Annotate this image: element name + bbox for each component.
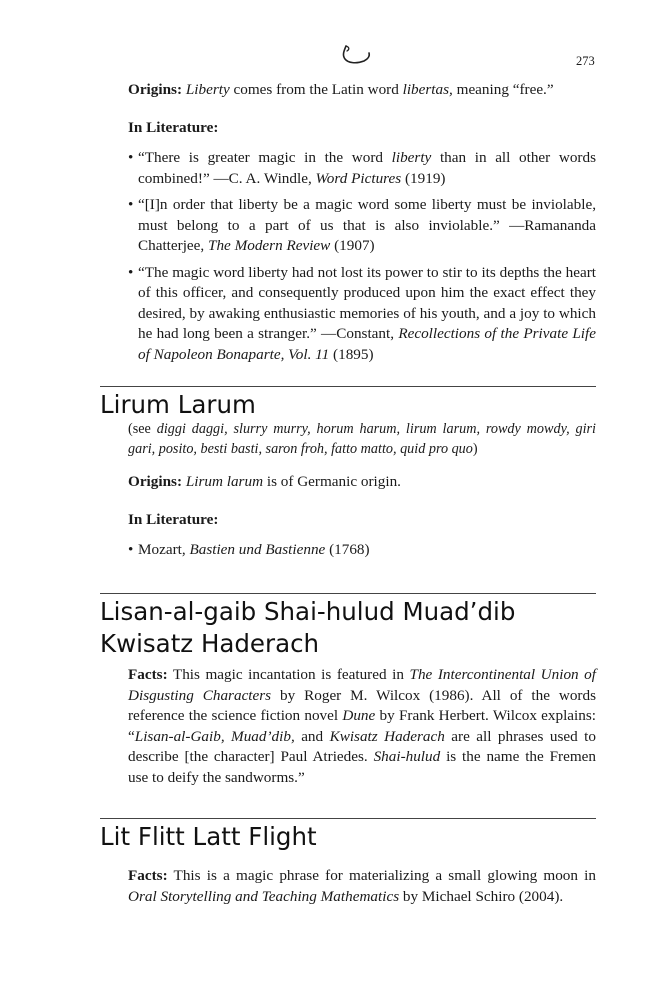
entry-title-lisan-al-gaib <box>100 596 600 660</box>
swash-ornament-icon <box>328 42 388 70</box>
origins-word: Liberty <box>185 81 230 98</box>
entry-title-lirum-larum: Lirum Larum <box>100 390 256 419</box>
entry-title-line-1: Lisan-al-gaib Shai-hulud Muad’dib <box>100 597 516 626</box>
entry-title-lit-flitt-latt-flight: Lit Flitt Latt Flight <box>100 822 317 851</box>
liberty-in-literature-label: In Literature: <box>128 119 219 136</box>
page-number: 273 <box>576 54 595 68</box>
entry-title-line-2: Kwisatz Haderach <box>100 629 320 658</box>
section-divider <box>100 386 596 387</box>
origins-label: Origins: <box>128 473 183 490</box>
see-also-list: diggi daggi, slurry murry, horum harum, lirum larum, rowdy mowdy, giri gari, posito, besti basti, saron froh, fatto matto, quid pro quo <box>128 421 596 457</box>
lirum-lit-list <box>128 540 596 567</box>
origins-label: Origins: <box>128 81 183 98</box>
lirum-in-literature-label: In Literature: <box>128 511 219 528</box>
lirum-see-also: (see diggi daggi, slurry murry, horum harum, lirum larum, rowdy mowdy, giri gari, posito, besti basti, saron froh, fatto matto, quid pro quo) <box>128 421 596 457</box>
liberty-origins <box>128 80 596 101</box>
section-divider <box>100 818 596 819</box>
origins-latin: libertas, <box>402 81 453 98</box>
list-item: • Mozart, Bastien und Bastienne (1768) <box>128 540 596 561</box>
facts-label: Facts: <box>128 666 168 683</box>
section-divider <box>100 593 596 594</box>
origins-meaning: meaning “free.” <box>452 81 554 98</box>
list-item: • “[I]n order that liberty be a magic word some liberty must be inviolable, must belong to a part of us that is also inviolable.” —Ramananda Chatterjee, The Modern Review (1907) <box>128 195 596 257</box>
list-item: • “There is greater magic in the word liberty than in all other words combined!” —C. A. Windle, Word Pictures (1919) <box>128 148 596 189</box>
list-item: • “The magic word liberty had not lost its power to stir to its depths the heart of this officer, and consequently produced upon him the exact effect they desired, by awaking enthusiastic memories of his youth, and a joy to which he had long been a stranger.” —Constant, Recollections of the Private Life of Napoleon Bonaparte, Vol. 11 (1895) <box>128 263 596 366</box>
litflitt-facts: Facts: This is a magic phrase for materializing a small glowing moon in Oral Storytelling and Teaching Mathematics by Michael Schiro (2004). <box>128 867 596 905</box>
facts-label: Facts: <box>128 867 168 884</box>
lirum-origins: Origins: Lirum larum is of Germanic origin. <box>128 473 401 490</box>
liberty-quote-list <box>128 148 596 371</box>
lisan-facts: Facts: This magic incantation is featured in The Intercontinental Union of Disgusting Characters by Roger M. Wilcox (1986). All of the words reference the science fiction novel Dune by Frank Herbert. Wilcox explains: “Lisan-al-Gaib, Muad’dib, and Kwisatz Haderach are all phrases used to describe [the character] Paul Atriedes. Shai-hulud is the name the Fremen use to deify the sandworms.” <box>128 666 597 786</box>
origins-text: comes from the Latin word <box>229 81 403 98</box>
